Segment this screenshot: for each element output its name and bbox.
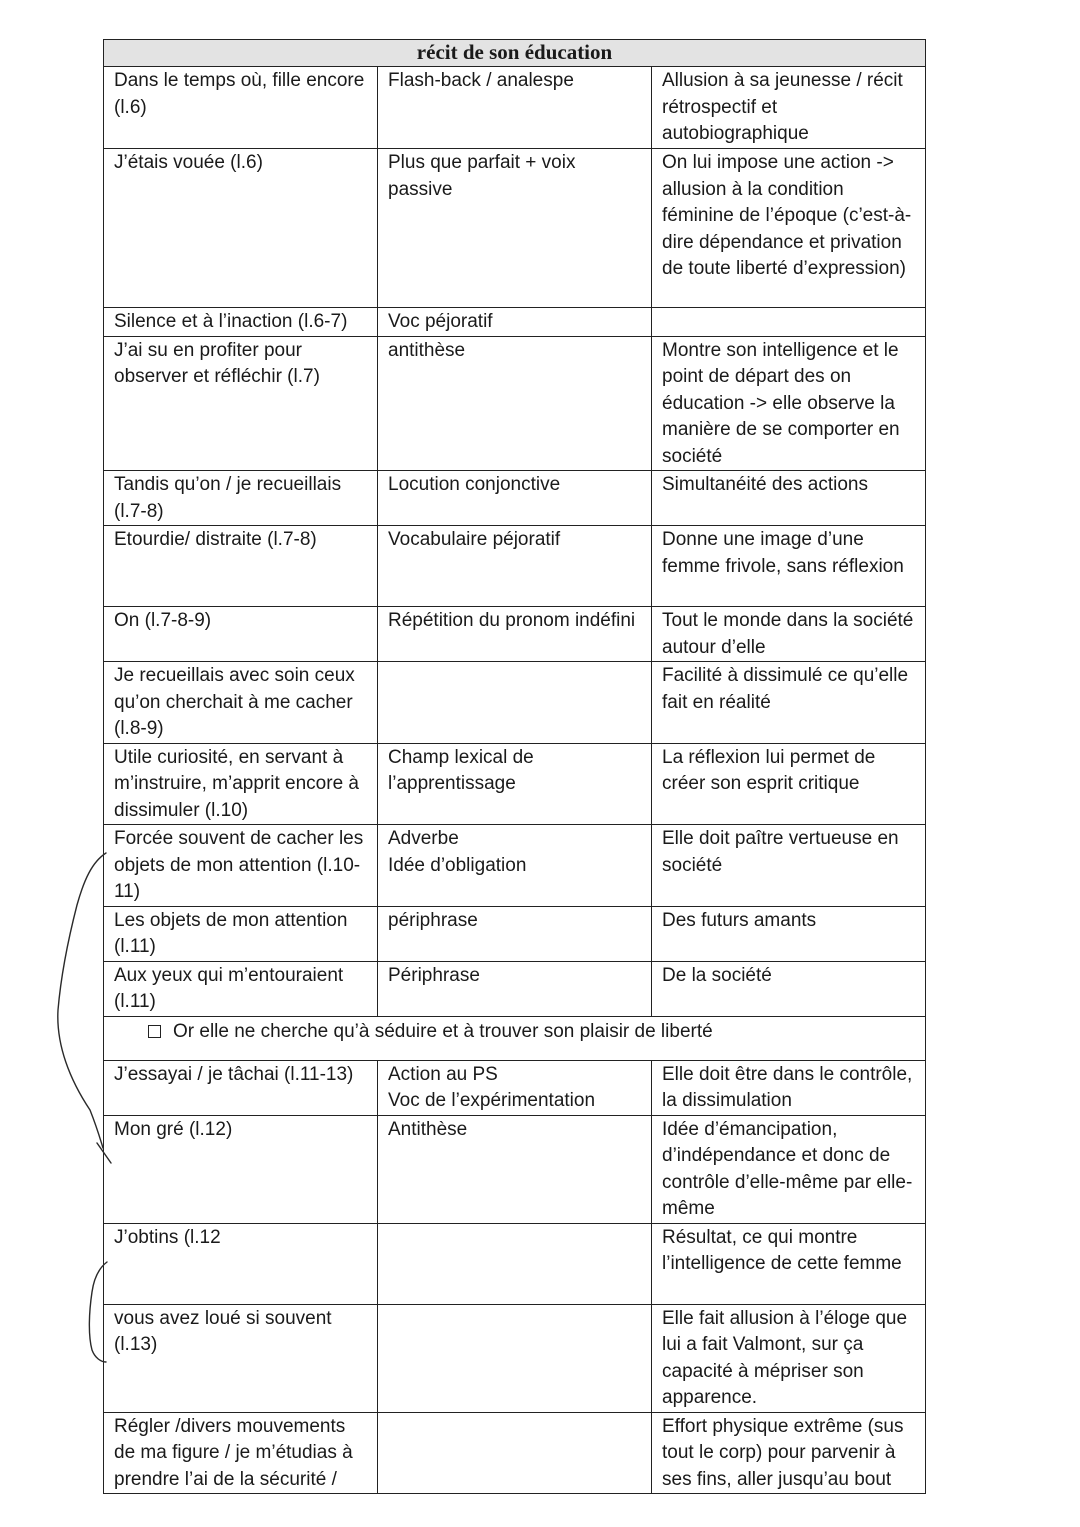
quote-cell: vous avez loué si souvent (l.13): [104, 1304, 378, 1412]
table-row: [104, 67, 926, 149]
analysis-table: [103, 39, 926, 1494]
device-cell: Action au PS Voc de l’expérimentation: [378, 1060, 652, 1115]
device-cell: Antithèse: [378, 1115, 652, 1223]
table-row: [104, 336, 926, 471]
device-cell: [378, 1223, 652, 1304]
interpretation-cell: Allusion à sa jeunesse / récit rétrospectif et autobiographique: [652, 67, 926, 149]
interpretation-cell: Montre son intelligence et le point de départ des on éducation -> elle observe la manière de se comporter en société: [652, 336, 926, 471]
device-cell: antithèse: [378, 336, 652, 471]
device-cell: [378, 1304, 652, 1412]
handwritten-bracket-stroke: [58, 853, 106, 1148]
quote-cell: Régler /divers mouvements de ma figure / je m’étudias à prendre l’ai de la sécurité /: [104, 1412, 378, 1494]
quote-cell: J’essayai / je tâchai (l.11-13): [104, 1060, 378, 1115]
quote-cell: Les objets de mon attention (l.11): [104, 906, 378, 961]
table-title: récit de son éducation: [104, 40, 926, 67]
table-row: [104, 308, 926, 337]
interpretation-cell: Elle fait allusion à l’éloge que lui a fait Valmont, sur ça capacité à mépriser son apparence.: [652, 1304, 926, 1412]
device-cell: Voc péjoratif: [378, 308, 652, 337]
quote-cell: Dans le temps où, fille encore (l.6): [104, 67, 378, 149]
device-cell: Périphrase: [378, 961, 652, 1016]
title-row: [104, 40, 926, 67]
quote-cell: Mon gré (l.12): [104, 1115, 378, 1223]
device-cell: Adverbe Idée d’obligation: [378, 825, 652, 907]
note-row: [104, 1016, 926, 1060]
table-row: [104, 825, 926, 907]
checkbox-icon: [148, 1025, 161, 1038]
table-row: [104, 607, 926, 662]
device-cell: Vocabulaire péjoratif: [378, 526, 652, 607]
table-row: [104, 906, 926, 961]
device-cell: Flash-back / analespe: [378, 67, 652, 149]
interpretation-cell: Résultat, ce qui montre l’intelligence de cette femme: [652, 1223, 926, 1304]
table-row: [104, 662, 926, 744]
table-row: [104, 526, 926, 607]
interpretation-cell: Elle doit être dans le contrôle, la dissimulation: [652, 1060, 926, 1115]
interpretation-cell: La réflexion lui permet de créer son esprit critique: [652, 743, 926, 825]
device-cell: [378, 662, 652, 744]
interpretation-cell: Des futurs amants: [652, 906, 926, 961]
quote-cell: Je recueillais avec soin ceux qu’on cherchait à me cacher (l.8-9): [104, 662, 378, 744]
interpretation-cell: On lui impose une action -> allusion à la condition féminine de l’époque (c’est-à-dire dépendance et privation de toute liberté d’expression): [652, 149, 926, 308]
table-row: [104, 471, 926, 526]
quote-cell: Aux yeux qui m’entouraient (l.11): [104, 961, 378, 1016]
interpretation-cell: Simultanéité des actions: [652, 471, 926, 526]
device-cell: Locution conjonctive: [378, 471, 652, 526]
device-cell: Plus que parfait + voix passive: [378, 149, 652, 308]
interpretation-cell: Tout le monde dans la société autour d’elle: [652, 607, 926, 662]
interpretation-cell: [652, 308, 926, 337]
device-cell: Champ lexical de l’apprentissage: [378, 743, 652, 825]
note-text: Or elle ne cherche qu’à séduire et à trouver son plaisir de liberté: [173, 1020, 713, 1042]
table-row: [104, 961, 926, 1016]
interpretation-cell: Idée d’émancipation, d’indépendance et donc de contrôle d’elle-même par elle-même: [652, 1115, 926, 1223]
table-row: [104, 149, 926, 308]
interpretation-cell: Facilité à dissimulé ce qu’elle fait en réalité: [652, 662, 926, 744]
quote-cell: J’obtins (l.12: [104, 1223, 378, 1304]
device-cell: périphrase: [378, 906, 652, 961]
interpretation-cell: Donne une image d’une femme frivole, sans réflexion: [652, 526, 926, 607]
table-row: [104, 1223, 926, 1304]
quote-cell: Utile curiosité, en servant à m’instruire, m’apprit encore à dissimuler (l.10): [104, 743, 378, 825]
device-cell: Répétition du pronom indéfini: [378, 607, 652, 662]
table-row: [104, 1304, 926, 1412]
table-body: [104, 40, 926, 1494]
quote-cell: J’étais vouée (l.6): [104, 149, 378, 308]
quote-cell: Tandis qu’on / je recueillais (l.7-8): [104, 471, 378, 526]
table-row: [104, 1060, 926, 1115]
note-cell: [104, 1016, 926, 1060]
table-row: [104, 1115, 926, 1223]
quote-cell: On (l.7-8-9): [104, 607, 378, 662]
interpretation-cell: Effort physique extrême (sus tout le corp) pour parvenir à ses fins, aller jusqu’au bout: [652, 1412, 926, 1494]
quote-cell: Silence et à l’inaction (l.6-7): [104, 308, 378, 337]
quote-cell: J’ai su en profiter pour observer et réfléchir (l.7): [104, 336, 378, 471]
table-row: [104, 1412, 926, 1494]
device-cell: [378, 1412, 652, 1494]
table-row: [104, 743, 926, 825]
interpretation-cell: De la société: [652, 961, 926, 1016]
quote-cell: Forcée souvent de cacher les objets de mon attention (l.10-11): [104, 825, 378, 907]
interpretation-cell: Elle doit paître vertueuse en société: [652, 825, 926, 907]
quote-cell: Etourdie/ distraite (l.7-8): [104, 526, 378, 607]
